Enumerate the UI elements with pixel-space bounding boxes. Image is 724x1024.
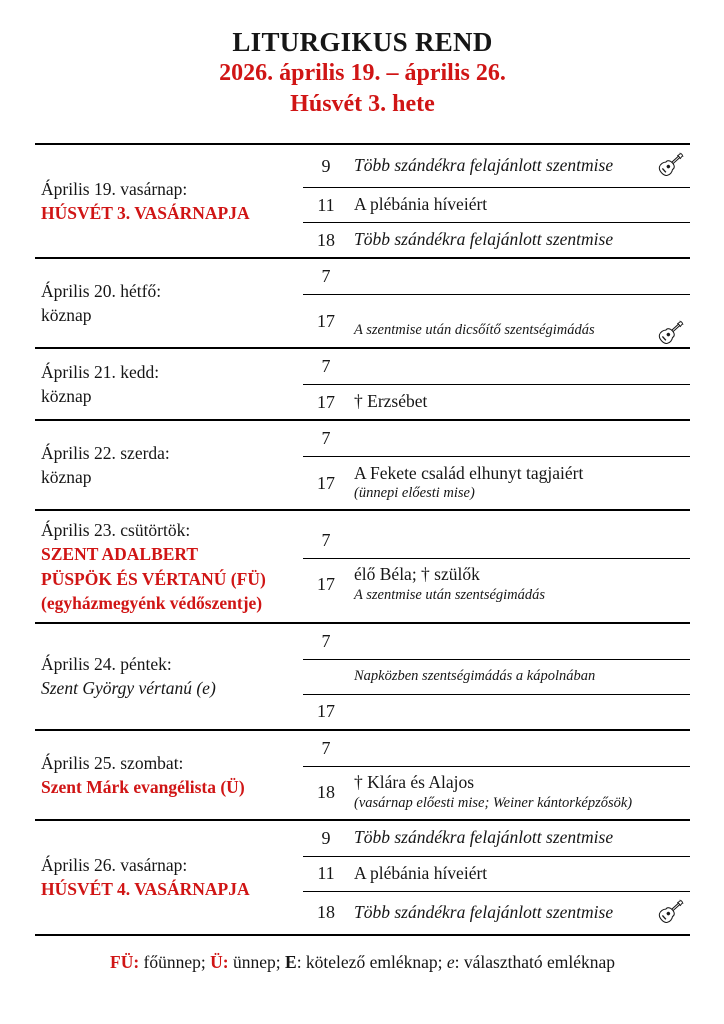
day-line: köznap (41, 467, 92, 488)
legend-segment: Ü: (210, 951, 229, 972)
mass-time: 18 (317, 902, 335, 923)
mass-entry (303, 145, 690, 187)
mass-entry (303, 222, 690, 257)
day-label (35, 145, 303, 257)
day-line: Április 25. szombat: (41, 752, 184, 773)
day-line: Április 21. kedd: (41, 362, 160, 383)
mass-time: 9 (321, 827, 331, 848)
guitar-icon-wrap (644, 315, 690, 353)
mass-entry (303, 694, 690, 729)
mass-entry (303, 456, 690, 509)
mass-time: 17 (317, 310, 335, 331)
mass-entry (303, 349, 690, 384)
table-row (35, 511, 690, 624)
table-row (35, 145, 690, 259)
table-row (35, 731, 690, 821)
legend-segment: ünnep; (228, 951, 285, 972)
mass-entry (303, 891, 690, 934)
entries (303, 821, 690, 934)
table-row (35, 259, 690, 349)
guitar-icon (650, 894, 688, 932)
mass-intention: † Klára és Alajos (354, 772, 475, 793)
day-label (35, 624, 303, 729)
mass-content (349, 391, 690, 413)
schedule-table (35, 143, 690, 936)
mass-time: 11 (317, 863, 335, 884)
mass-note: (vasárnap előesti mise; Weiner kántorképzősök) (354, 795, 633, 812)
legend-segment: főünnep; (139, 951, 211, 972)
mass-time: 7 (321, 529, 331, 550)
table-row (35, 821, 690, 936)
day-label (35, 821, 303, 934)
date-range: 2026. április 19. – április 26. (219, 60, 506, 87)
mass-content (349, 194, 690, 216)
mass-entry (303, 259, 690, 294)
mass-time: 17 (317, 574, 335, 595)
entries (303, 731, 690, 819)
mass-time: 7 (321, 737, 331, 758)
mass-entry (303, 294, 690, 347)
mass-content (349, 564, 690, 605)
day-line: PÜSPÖK ÉS VÉRTANÚ (FÜ) (41, 568, 266, 589)
mass-intention: † Erzsébet (354, 391, 428, 412)
day-line: Április 19. vasárnap: (41, 179, 188, 200)
guitar-icon-wrap (644, 894, 690, 932)
mass-content (349, 229, 690, 251)
day-line: Április 24. péntek: (41, 654, 172, 675)
day-label (35, 421, 303, 509)
entries (303, 421, 690, 509)
mass-intention: Több szándékra felajánlott szentmise (354, 901, 614, 922)
day-line: (egyházmegyénk védőszentje) (41, 592, 263, 613)
day-line: köznap (41, 386, 92, 407)
entries (303, 349, 690, 419)
mass-time: 17 (317, 701, 335, 722)
mass-time: 17 (317, 391, 335, 412)
day-label (35, 511, 303, 622)
day-line: HÚSVÉT 4. VASÁRNAPJA (41, 879, 250, 900)
guitar-icon-wrap (644, 147, 690, 185)
mass-content (349, 863, 690, 885)
mass-intention: élő Béla; † szülők (354, 563, 480, 584)
mass-time: 7 (321, 356, 331, 377)
entries (303, 624, 690, 729)
mass-entry (303, 624, 690, 659)
legend-segment: e (446, 951, 455, 972)
mass-entry (303, 523, 690, 558)
mass-time: 17 (317, 472, 335, 493)
mass-intention: Több szándékra felajánlott szentmise (354, 827, 614, 848)
mass-content (349, 772, 690, 813)
day-label (35, 349, 303, 419)
day-label (35, 731, 303, 819)
legend-segment: E (285, 951, 297, 972)
table-row (35, 421, 690, 511)
mass-entry (303, 731, 690, 766)
guitar-icon (650, 147, 688, 185)
mass-entry (303, 187, 690, 222)
mass-intention: A plébánia híveiért (354, 862, 488, 883)
entries (303, 511, 690, 622)
mass-time: 9 (321, 155, 331, 176)
day-line: HÚSVÉT 3. VASÁRNAPJA (41, 203, 250, 224)
mass-entry (303, 659, 690, 694)
mass-intention: A plébánia híveiért (354, 194, 488, 215)
day-line: Szent Márk evangélista (Ü) (41, 776, 245, 797)
mass-content (349, 463, 690, 504)
week-label: Húsvét 3. hete (290, 90, 435, 117)
mass-content (349, 155, 644, 177)
mass-entry (303, 384, 690, 419)
entries (303, 259, 690, 347)
legend-segment: : kötelező emléknap; (296, 951, 447, 972)
mass-time: 11 (317, 194, 335, 215)
day-line: SZENT ADALBERT (41, 544, 199, 565)
mass-content (349, 902, 644, 924)
mass-intention: A Fekete család elhunyt tagjaiért (354, 462, 584, 483)
mass-intention: Több szándékra felajánlott szentmise (354, 229, 614, 250)
day-label (35, 259, 303, 347)
legend (35, 952, 690, 973)
day-line: Április 26. vasárnap: (41, 855, 188, 876)
mass-entry (303, 766, 690, 819)
day-line: Április 23. csütörtök: (41, 520, 191, 541)
mass-time: 18 (317, 782, 335, 803)
mass-note: A szentmise után dicsőítő szentségimádás (354, 321, 595, 338)
mass-entry (303, 421, 690, 456)
table-row (35, 349, 690, 421)
day-line: Április 20. hétfő: (41, 281, 162, 302)
legend-segment: : választható emléknap (454, 951, 615, 972)
mass-time: 7 (321, 266, 331, 287)
legend-segment: FÜ: (110, 951, 140, 972)
mass-time: 7 (321, 428, 331, 449)
mass-note: Napközben szentségimádás a kápolnában (354, 668, 596, 685)
mass-entry (303, 856, 690, 891)
entries (303, 145, 690, 257)
page-title: LITURGIKUS REND (232, 27, 493, 57)
day-line: Szent György vértanú (e) (41, 678, 216, 699)
mass-intention: Több szándékra felajánlott szentmise (354, 155, 614, 176)
mass-time: 7 (321, 630, 331, 651)
day-line: köznap (41, 305, 92, 326)
document-header (35, 26, 690, 119)
mass-content (349, 827, 690, 849)
mass-entry (303, 558, 690, 611)
mass-time: 18 (317, 229, 335, 250)
table-row (35, 624, 690, 731)
guitar-icon (650, 315, 688, 353)
mass-note: A szentmise után szentségimádás (354, 586, 546, 603)
mass-content (349, 321, 644, 346)
mass-entry (303, 821, 690, 856)
mass-content (349, 667, 690, 687)
mass-note: (ünnepi előesti mise) (354, 485, 475, 502)
day-line: Április 22. szerda: (41, 443, 170, 464)
